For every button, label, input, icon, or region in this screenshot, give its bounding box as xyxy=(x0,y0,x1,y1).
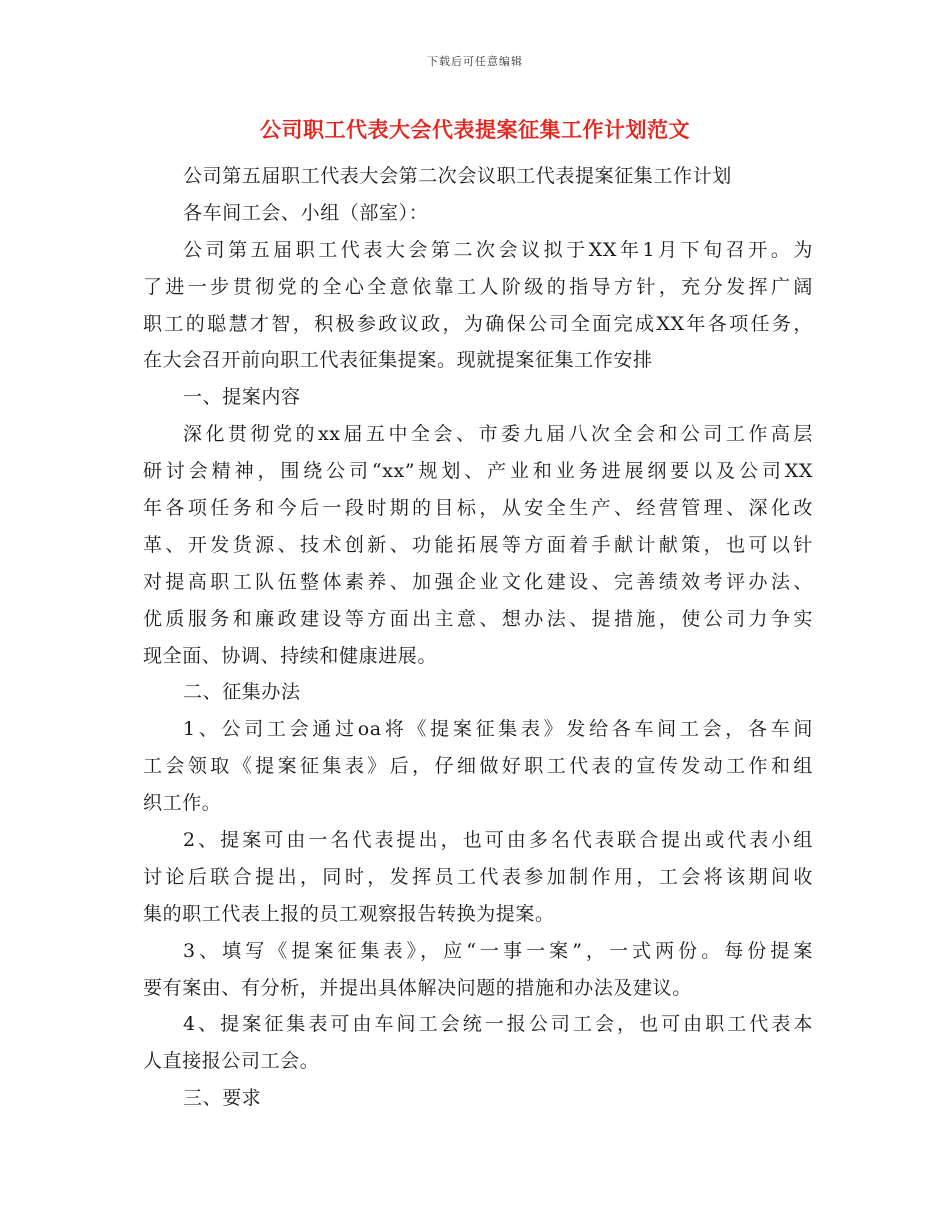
document-body xyxy=(143,158,813,1117)
text-line: 一、提案内容 xyxy=(183,386,301,409)
text-line: 对提高职工队伍整体素养、加强企业文化建设、完善绩效考评办法、 xyxy=(143,570,813,593)
text-line: 优质服务和廉政建设等方面出主意、想办法、提措施，使公司力争实 xyxy=(143,607,813,630)
text-line: 年各项任务和今后一段时期的目标，从安全生产、经营管理、深化改 xyxy=(143,497,813,520)
text-line: 深化贯彻党的xx届五中全会、市委九届八次全会和公司工作高层 xyxy=(183,423,813,446)
text-line: 公司第五届职工代表大会第二次会议职工代表提案征集工作计划 xyxy=(183,165,732,187)
text-line: 公司第五届职工代表大会第二次会议拟于XX年1月下旬召开。为 xyxy=(183,238,813,261)
text-line: 3、填写《提案征集表》，应“一事一案”，一式两份。每份提案 xyxy=(183,939,813,962)
text-line: 了进一步贯彻党的全心全意依靠工人阶级的指导方针，充分发挥广阔 xyxy=(143,275,813,298)
text-line: 2、提案可由一名代表提出，也可由多名代表联合提出或代表小组 xyxy=(183,829,813,852)
text-line: 在大会召开前向职工代表征集提案。现就提案征集工作安排 xyxy=(143,349,653,372)
text-line: 要有案由、有分析，并提出具体解决问题的措施和办法及建议。 xyxy=(143,976,692,999)
page-header: 下载后可任意编辑 xyxy=(427,55,523,68)
document-title: 公司职工代表大会代表提案征集工作计划范文 xyxy=(260,117,690,142)
text-line: 4、提案征集表可由车间工会统一报公司工会，也可由职工代表本 xyxy=(183,1013,813,1036)
text-line: 1、公司工会通过oa将《提案征集表》发给各车间工会，各车间 xyxy=(183,718,813,741)
text-line: 织工作。 xyxy=(143,792,222,815)
text-line: 集的职工代表上报的员工观察报告转换为提案。 xyxy=(143,902,555,925)
text-line: 工会领取《提案征集表》后，仔细做好职工代表的宣传发动工作和组 xyxy=(143,755,813,778)
text-line: 人直接报公司工会。 xyxy=(143,1050,320,1073)
text-line: 三、要求 xyxy=(183,1087,262,1110)
text-line: 各车间工会、小组（部室）： xyxy=(183,201,429,224)
text-line: 讨论后联合提出，同时，发挥员工代表参加制作用，工会将该期间收 xyxy=(143,865,813,888)
text-line: 研讨会精神，围绕公司“xx”规划、产业和业务进展纲要以及公司XX xyxy=(143,460,813,483)
text-line: 革、开发货源、技术创新、功能拓展等方面着手献计献策，也可以针 xyxy=(143,533,813,556)
text-line: 二、征集办法 xyxy=(183,681,301,704)
text-line: 现全面、协调、持续和健康进展。 xyxy=(143,644,438,667)
text-line: 职工的聪慧才智，积极参政议政，为确保公司全面完成XX年各项任务， xyxy=(143,312,813,335)
